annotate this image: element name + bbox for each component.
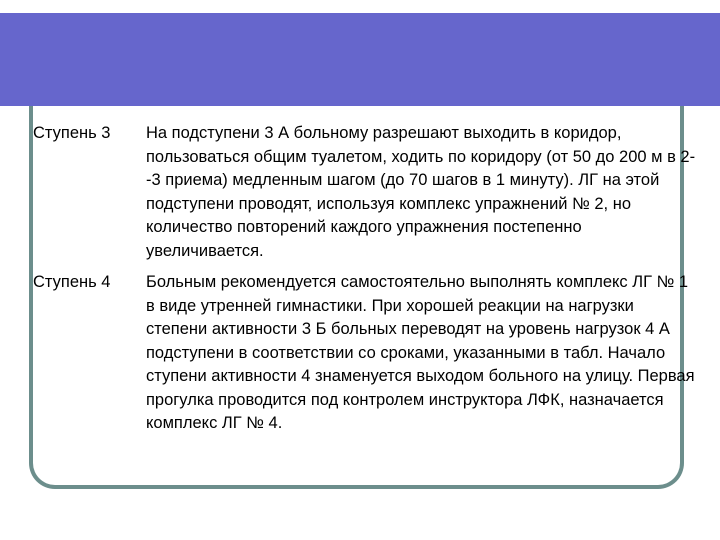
step-label: Ступень 4	[33, 273, 111, 291]
header-band	[0, 13, 720, 106]
steps-list	[33, 122, 713, 436]
step-row-3	[33, 122, 713, 263]
step-label: Ступень 3	[33, 124, 111, 142]
step-description: Больным рекомендуется самостоятельно выполнять комплекс ЛГ № 1 в виде утренней гимнастики. При хорошей реакции на нагрузки степени активности 3 Б больных переводят на уровень нагрузок 4 А подступени в соответствии со сроками, указанными в табл. Начало ступени активности 4 знаменуется выходом больного на улицу. Первая прогулка проводится под контролем инструктора ЛФК, назначается комплекс ЛГ № 4.	[146, 273, 695, 432]
step-row-4	[33, 271, 713, 436]
step-description: На подступени 3 А больному разрешают выходить в коридор, пользоваться общим туалетом, ходить по коридору (от 50 до 200 м в 2--3 приема) медленным шагом (до 70 шагов в 1 минуту). ЛГ на этой подступени проводят, используя комплекс упражнений № 2, но количество повторений каждого упражнения постепенно увеличивается.	[146, 124, 696, 260]
